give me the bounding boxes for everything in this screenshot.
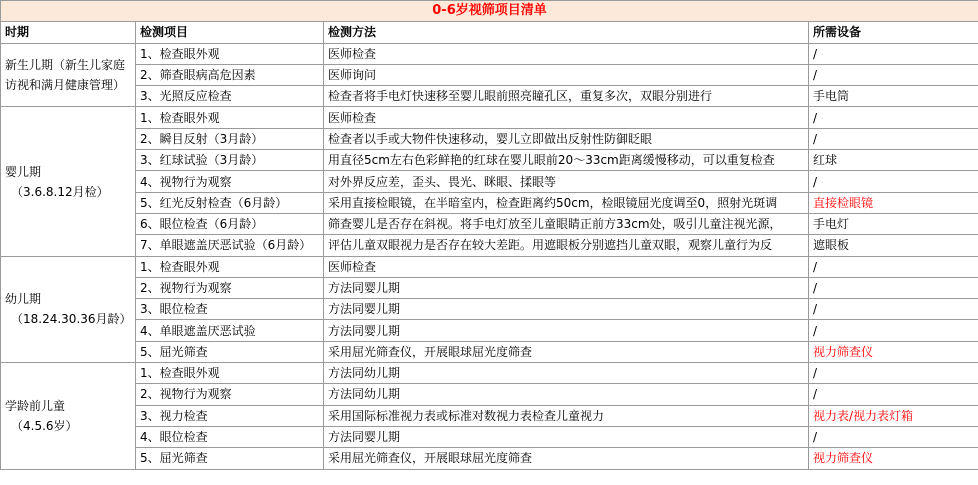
period-label: 访视和满月健康管理） [5, 78, 126, 93]
method-cell: 医师检查 [324, 256, 809, 277]
table-row [1, 299, 978, 320]
equipment-cell: 视力筛查仪 [809, 341, 978, 362]
table-row [1, 171, 978, 192]
header-item: 检测项目 [136, 22, 324, 43]
equipment-cell: / [809, 171, 978, 192]
period-label: （4.5.6岁） [11, 418, 78, 433]
table-row [1, 192, 978, 213]
period-label: 婴儿期 [5, 164, 42, 179]
item-cell: 4、视物行为观察 [136, 171, 324, 192]
method-cell: 采用屈光筛查仪，开展眼球屈光度筛查 [324, 448, 809, 469]
item-cell: 1、检查眼外观 [136, 107, 324, 128]
item-cell: 5、屈光筛查 [136, 341, 324, 362]
method-cell: 方法同幼儿期 [324, 363, 809, 384]
period-cell [1, 363, 136, 469]
period-label: 新生儿期（新生儿家庭 [5, 58, 126, 73]
equipment-cell: / [809, 384, 978, 405]
method-cell: 方法同幼儿期 [324, 384, 809, 405]
equipment-cell: / [809, 426, 978, 447]
equipment-cell: 红球 [809, 150, 978, 171]
equipment-cell: / [809, 43, 978, 64]
item-cell: 7、单眼遮盖厌恶试验（6月龄） [136, 235, 324, 256]
equipment-cell: 视力表/视力表灯箱 [809, 405, 978, 426]
table-row [1, 213, 978, 234]
method-cell: 评估儿童双眼视力是否存在较大差距。用遮眼板分别遮挡儿童双眼，观察儿童行为反 [324, 235, 809, 256]
period-cell [1, 107, 136, 256]
item-cell: 2、视物行为观察 [136, 277, 324, 298]
equipment-cell: 视力筛查仪 [809, 448, 978, 469]
table-row [1, 64, 978, 85]
equipment-cell: / [809, 107, 978, 128]
table-row [1, 86, 978, 107]
method-cell: 采用直接检眼镜，在半暗室内，检查距离约50cm，检眼镜屈光度调至0，照射光斑调 [324, 192, 809, 213]
period-cell [1, 43, 136, 107]
item-cell: 1、检查眼外观 [136, 256, 324, 277]
item-cell: 5、屈光筛查 [136, 448, 324, 469]
table-row [1, 235, 978, 256]
equipment-cell: / [809, 299, 978, 320]
table-row [1, 405, 978, 426]
item-cell: 3、视力检查 [136, 405, 324, 426]
period-label: （18.24.30.36月龄） [11, 312, 132, 327]
method-cell: 采用屈光筛查仪，开展眼球屈光度筛查 [324, 341, 809, 362]
table-row [1, 256, 978, 277]
header-period: 时期 [1, 22, 136, 43]
equipment-cell: / [809, 320, 978, 341]
method-cell: 采用国际标准视力表或标准对数视力表检查儿童视力 [324, 405, 809, 426]
period-label: （3.6.8.12月检） [11, 184, 109, 199]
table-row [1, 150, 978, 171]
equipment-cell: 手电筒 [809, 86, 978, 107]
title-row [1, 1, 978, 22]
table-row [1, 320, 978, 341]
period-label: 幼儿期 [5, 292, 42, 307]
table-body [1, 43, 978, 469]
method-cell: 检查者将手电灯快速移至婴儿眼前照亮瞳孔区，重复多次，双眼分别进行 [324, 86, 809, 107]
table-row [1, 107, 978, 128]
item-cell: 2、视物行为观察 [136, 384, 324, 405]
method-cell: 方法同婴儿期 [324, 426, 809, 447]
method-cell: 医师检查 [324, 43, 809, 64]
header-method: 检测方法 [324, 22, 809, 43]
period-label: 学龄前儿童 [5, 398, 66, 413]
table-row [1, 426, 978, 447]
method-cell: 方法同婴儿期 [324, 299, 809, 320]
table-row [1, 384, 978, 405]
equipment-cell: / [809, 363, 978, 384]
method-cell: 医师检查 [324, 107, 809, 128]
item-cell: 5、红光反射检查（6月龄） [136, 192, 324, 213]
table-row [1, 128, 978, 149]
method-cell: 用直径5cm左右色彩鲜艳的红球在婴儿眼前20～33cm距离缓慢移动，可以重复检查 [324, 150, 809, 171]
item-cell: 6、眼位检查（6月龄） [136, 213, 324, 234]
table-row [1, 43, 978, 64]
table-row [1, 341, 978, 362]
period-cell [1, 256, 136, 362]
item-cell: 2、筛查眼病高危因素 [136, 64, 324, 85]
table-row [1, 363, 978, 384]
item-cell: 1、检查眼外观 [136, 363, 324, 384]
equipment-cell: / [809, 128, 978, 149]
item-cell: 1、检查眼外观 [136, 43, 324, 64]
method-cell: 方法同婴儿期 [324, 277, 809, 298]
equipment-cell: 遮眼板 [809, 235, 978, 256]
item-cell: 4、眼位检查 [136, 426, 324, 447]
item-cell: 4、单眼遮盖厌恶试验 [136, 320, 324, 341]
table-row [1, 277, 978, 298]
equipment-cell: 手电灯 [809, 213, 978, 234]
item-cell: 3、光照反应检查 [136, 86, 324, 107]
method-cell: 筛查婴儿是否存在斜视。将手电灯放至儿童眼睛正前方33cm处，吸引儿童注视光源， [324, 213, 809, 234]
method-cell: 方法同婴儿期 [324, 320, 809, 341]
sheet-title: 0-6岁视筛项目清单 [1, 1, 978, 22]
method-cell: 对外界反应差，歪头、畏光、眯眼、揉眼等 [324, 171, 809, 192]
header-row [1, 22, 978, 43]
equipment-cell: / [809, 64, 978, 85]
header-equipment: 所需设备 [809, 22, 978, 43]
equipment-cell: / [809, 277, 978, 298]
table-row [1, 448, 978, 469]
equipment-cell: / [809, 256, 978, 277]
method-cell: 检查者以手或大物件快速移动，婴儿立即做出反射性防御眨眼 [324, 128, 809, 149]
item-cell: 3、眼位检查 [136, 299, 324, 320]
item-cell: 3、红球试验（3月龄） [136, 150, 324, 171]
method-cell: 医师询问 [324, 64, 809, 85]
equipment-cell: 直接检眼镜 [809, 192, 978, 213]
item-cell: 2、瞬目反射（3月龄） [136, 128, 324, 149]
